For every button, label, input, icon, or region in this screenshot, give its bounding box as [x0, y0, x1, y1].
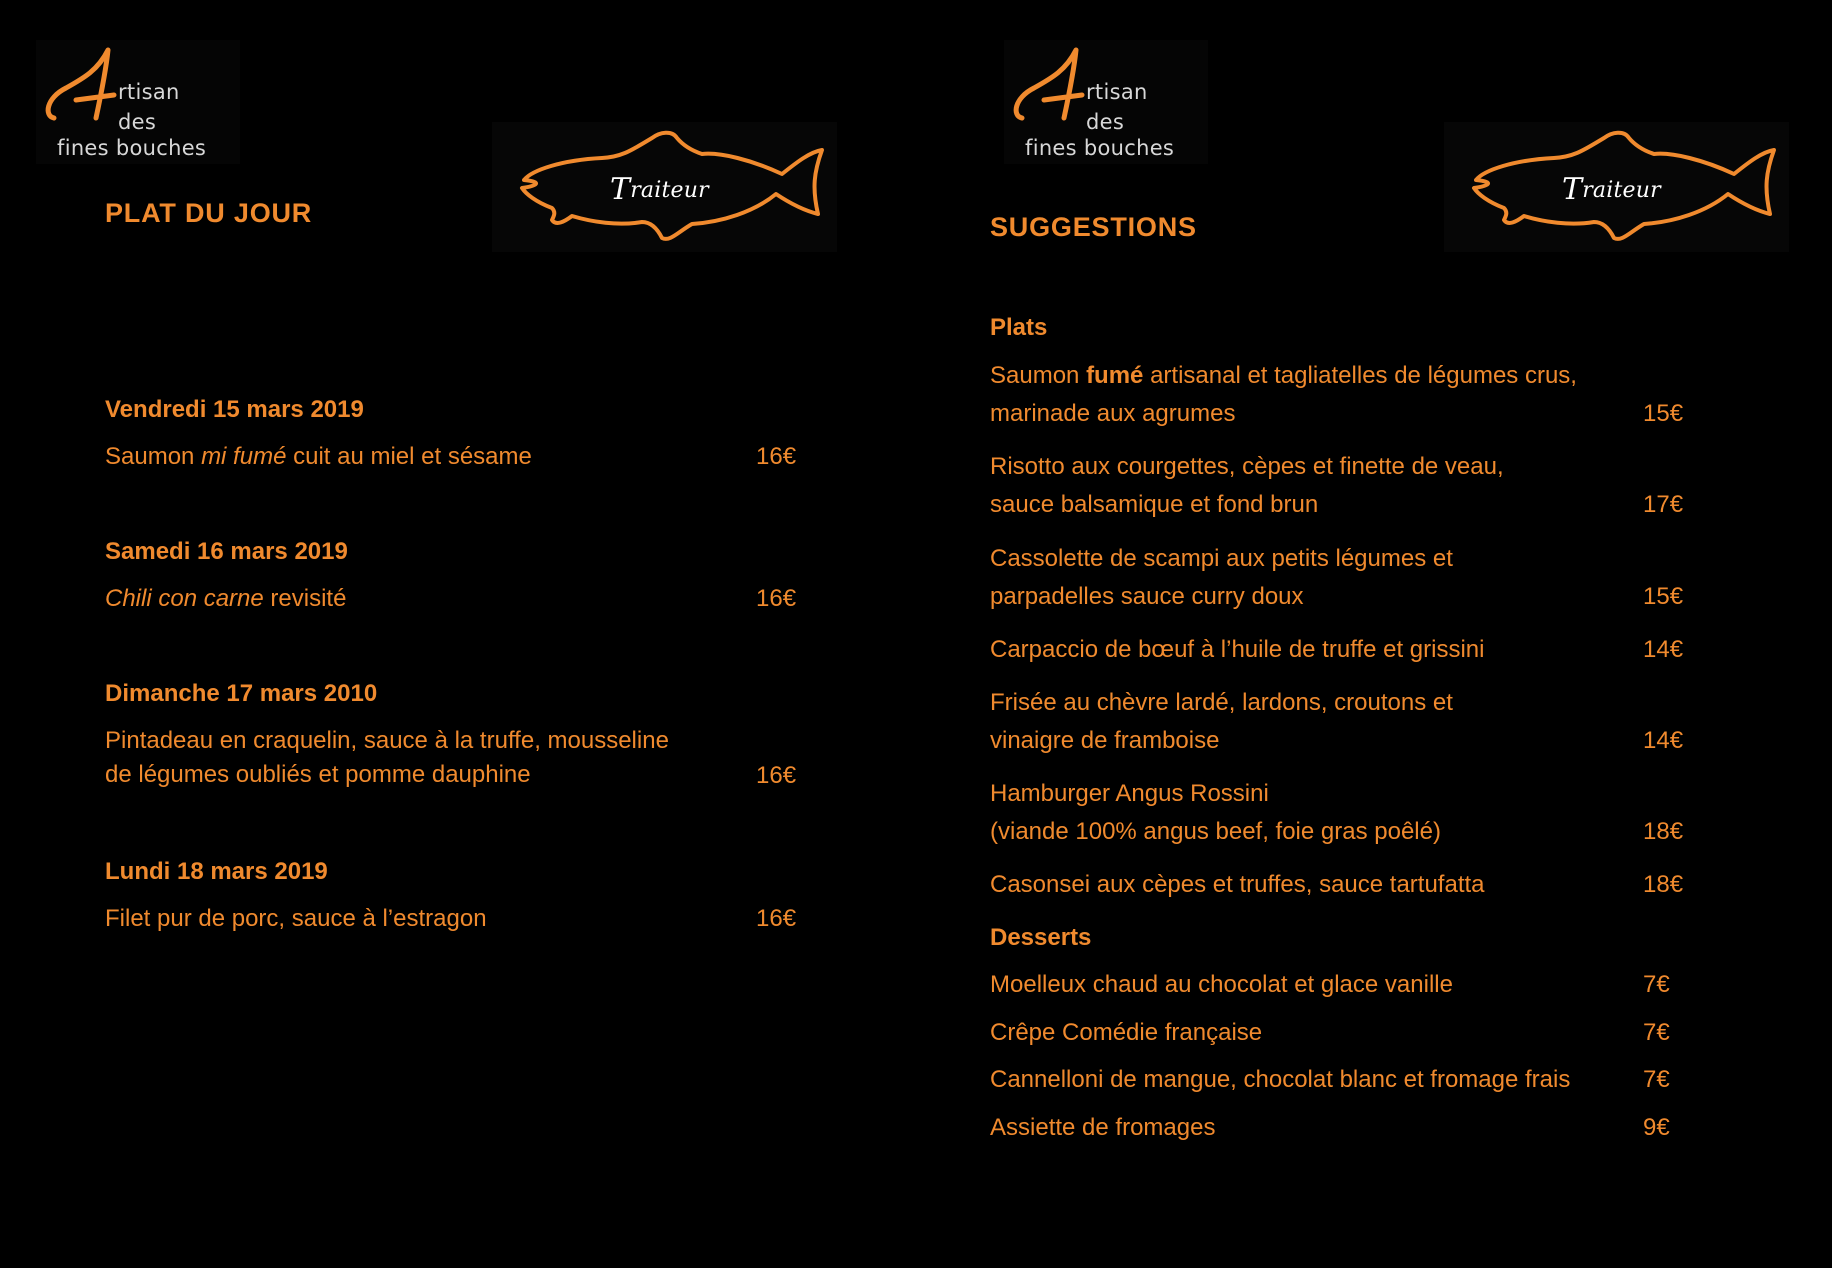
- menu-item-price: 17€: [1643, 491, 1684, 518]
- menu-item-price: 18€: [1643, 818, 1684, 845]
- traiteur-fish-logo: Traiteur: [492, 122, 837, 252]
- category-plats: Plats: [990, 314, 1048, 341]
- day-title: Samedi 16 mars 2019: [105, 538, 348, 565]
- menu-item-price: 18€: [1643, 871, 1684, 898]
- traiteur-fish-logo: Traiteur: [1444, 122, 1789, 252]
- menu-item-price: 7€: [1643, 1066, 1670, 1093]
- day-title: Lundi 18 mars 2019: [105, 858, 328, 885]
- menu-item-price: 14€: [1643, 727, 1684, 754]
- dish-description: Saumon mi fumé cuit au miel et sésame: [105, 443, 532, 470]
- menu-item: Casonsei aux cèpes et truffes, sauce tartufatta: [990, 871, 1485, 898]
- menu-item-price: 7€: [1643, 971, 1670, 998]
- menu-item: Assiette de fromages: [990, 1114, 1216, 1141]
- menu-item: Cannelloni de mangue, chocolat blanc et fromage frais: [990, 1066, 1571, 1093]
- dish-price: 16€: [756, 762, 797, 789]
- category-desserts: Desserts: [990, 924, 1092, 951]
- day-title: Vendredi 15 mars 2019: [105, 396, 364, 423]
- dish-price: 16€: [756, 585, 797, 612]
- artisan-logo: rtisan des fines bouches: [36, 40, 240, 164]
- dish-description: Filet pur de porc, sauce à l’estragon: [105, 905, 487, 932]
- dish-description: Pintadeau en craquelin, sauce à la truffe, mousseline de légumes oubliés et pomme dauphine: [105, 727, 669, 788]
- menu-item-price: 7€: [1643, 1019, 1670, 1046]
- artisan-logo: rtisan des fines bouches: [1004, 40, 1208, 164]
- dish-description: Chili con carne revisité: [105, 585, 347, 612]
- menu-item: Saumon fumé artisanal et tagliatelles de légumes crus, marinade aux agrumes: [990, 362, 1577, 427]
- menu-item: Cassolette de scampi aux petits légumes et parpadelles sauce curry doux: [990, 545, 1453, 610]
- menu-item-price: 9€: [1643, 1114, 1670, 1141]
- menu-item: Hamburger Angus Rossini (viande 100% angus beef, foie gras poêlé): [990, 780, 1441, 845]
- dish-price: 16€: [756, 905, 797, 932]
- menu-item: Carpaccio de bœuf à l’huile de truffe et grissini: [990, 636, 1485, 663]
- dish-price: 16€: [756, 443, 797, 470]
- menu-item: Moelleux chaud au chocolat et glace vanille: [990, 971, 1453, 998]
- menu-item-price: 14€: [1643, 636, 1684, 663]
- day-title: Dimanche 17 mars 2010: [105, 680, 378, 707]
- menu-item-price: 15€: [1643, 583, 1684, 610]
- menu-item: Crêpe Comédie française: [990, 1019, 1263, 1046]
- menu-item: Risotto aux courgettes, cèpes et finette de veau, sauce balsamique et fond brun: [990, 453, 1504, 518]
- page-title-plat-du-jour: PLAT DU JOUR: [105, 198, 313, 228]
- menu-item: Frisée au chèvre lardé, lardons, croutons et vinaigre de framboise: [990, 689, 1453, 754]
- menu-item-price: 15€: [1643, 400, 1684, 427]
- page-title-suggestions: SUGGESTIONS: [990, 212, 1197, 242]
